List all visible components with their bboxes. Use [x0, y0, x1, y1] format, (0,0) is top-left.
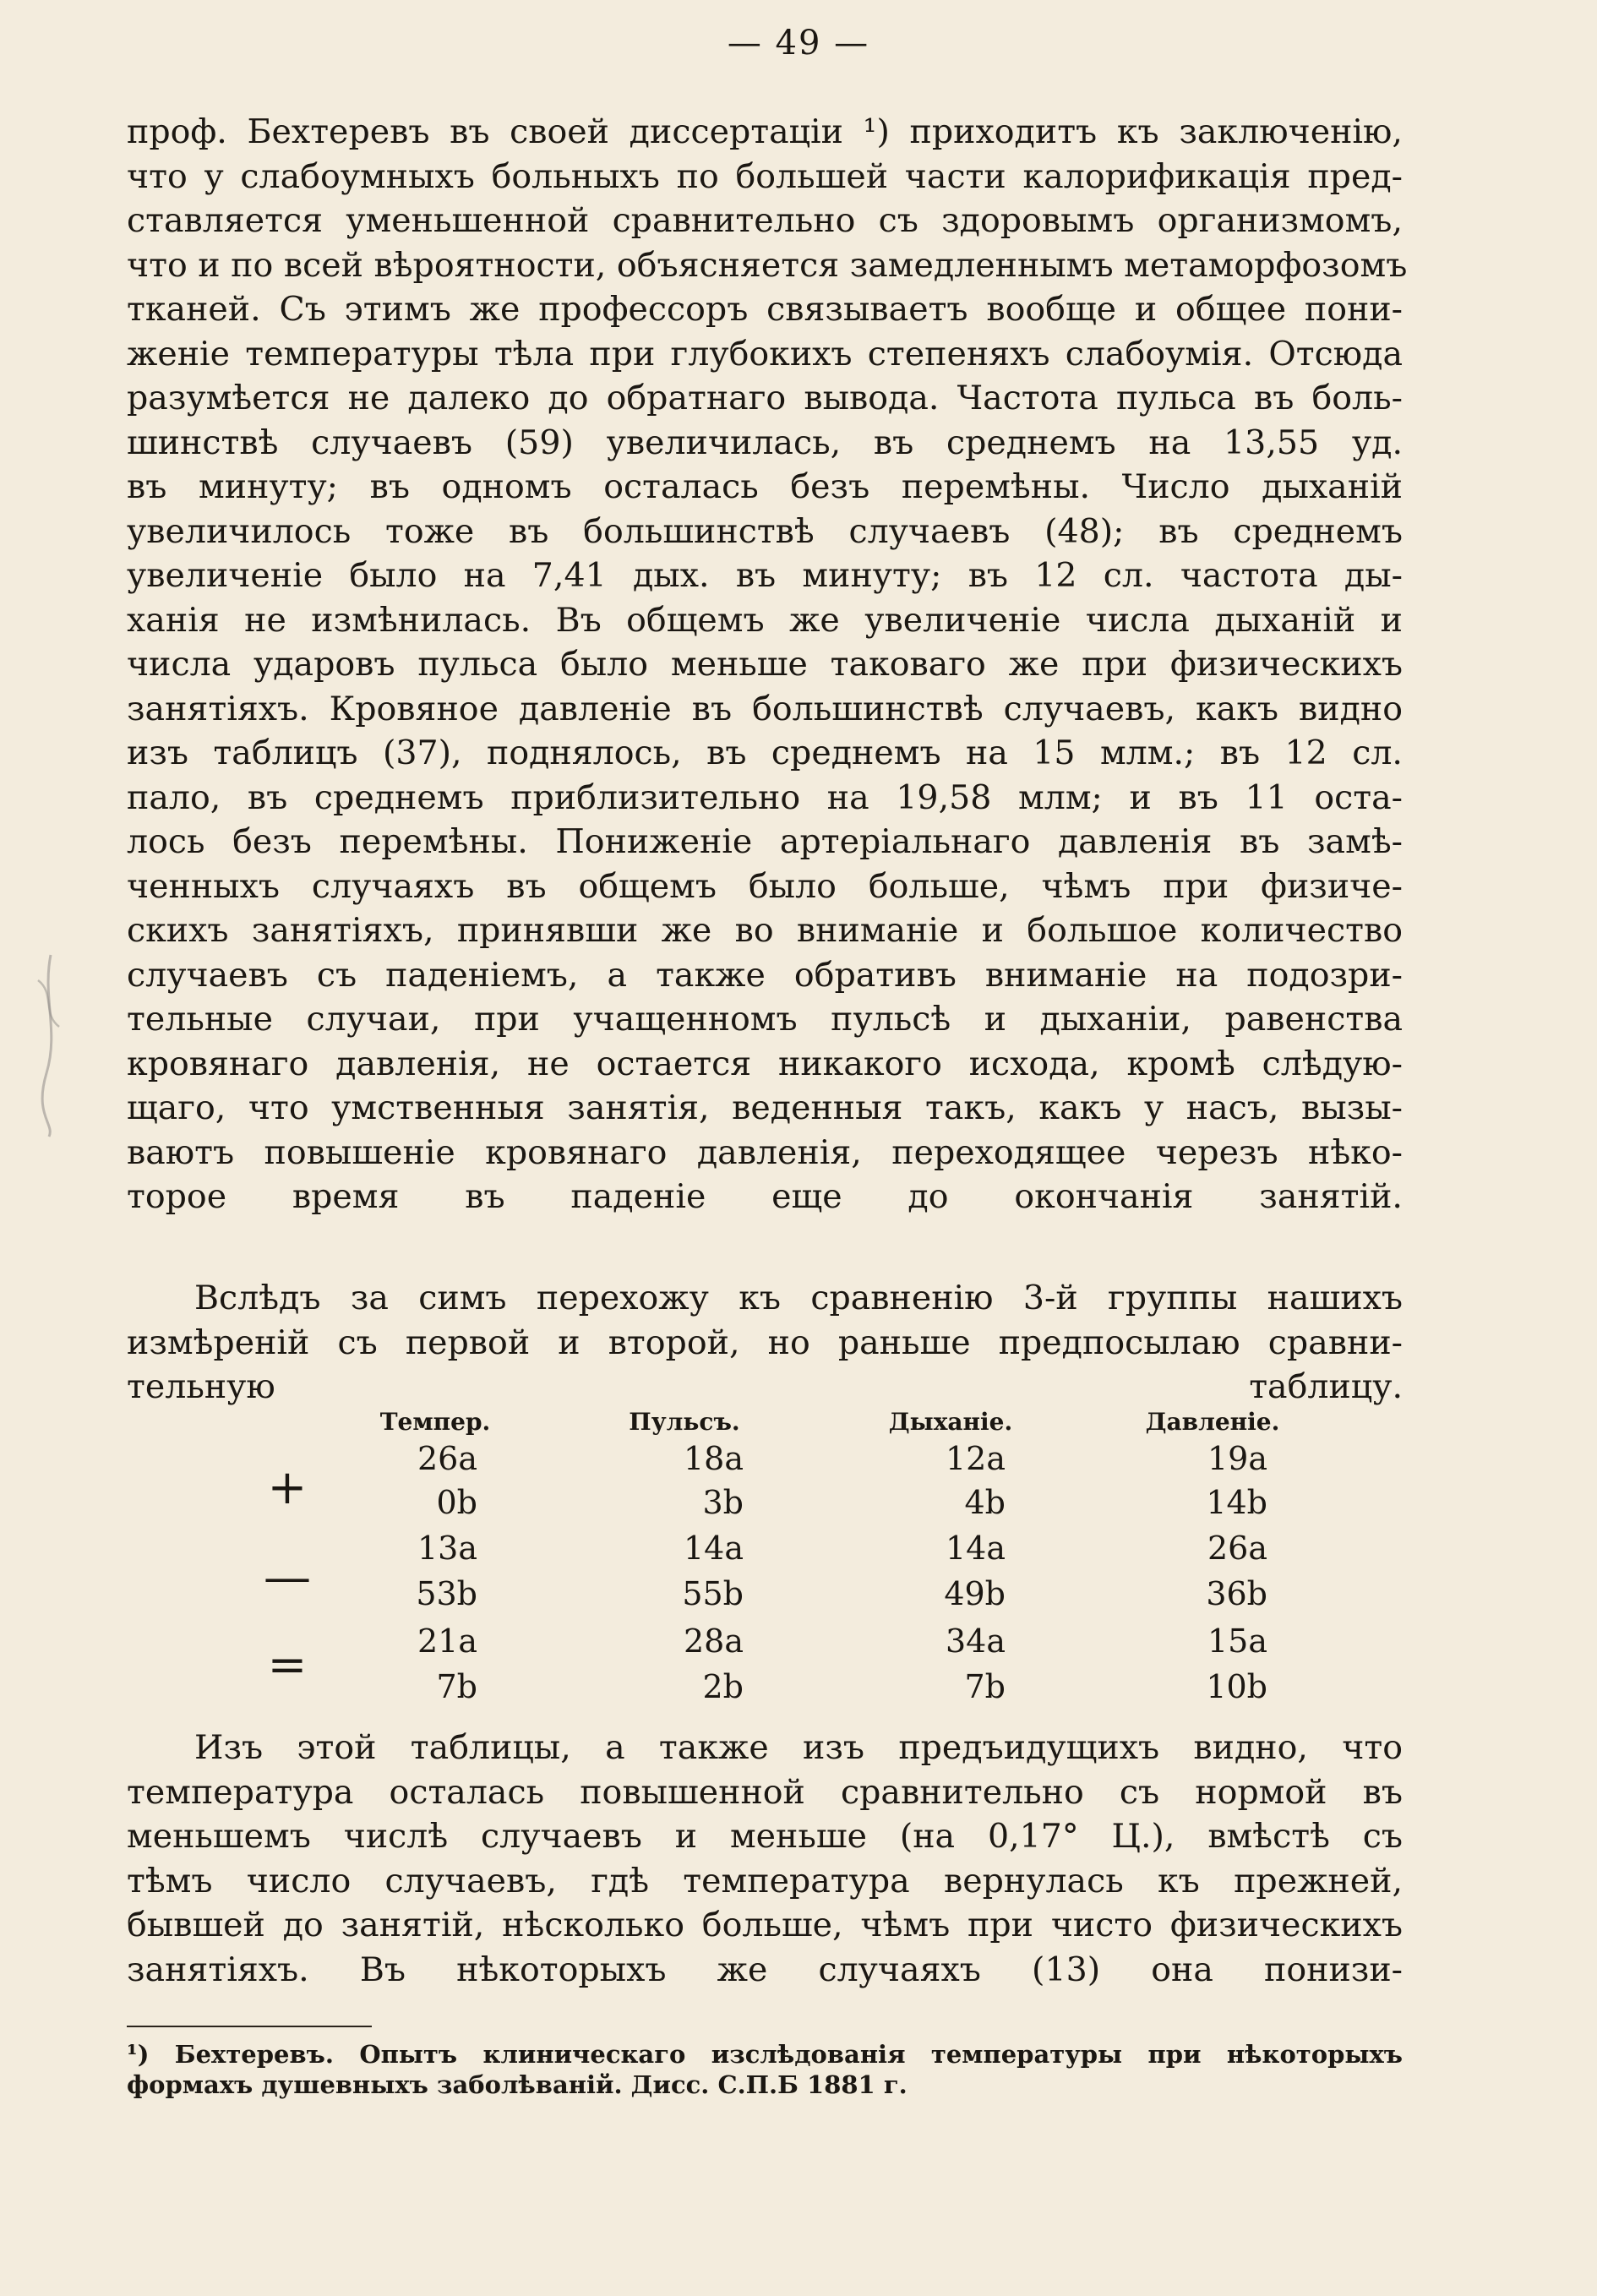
text-line: числа ударовъ пульса было меньше таковаго же при физическихъ — [127, 645, 1403, 684]
table-cell: 55b — [682, 1575, 744, 1612]
table-header-respiration: Дыханіе. — [888, 1408, 1013, 1436]
paragraph-1 — [127, 110, 1408, 1219]
table-cell: 26a — [417, 1440, 477, 1477]
table-cell: 4b — [964, 1484, 1006, 1521]
text-line: занятіяхъ. Кровяное давленіе въ большинствѣ случаевъ, какъ видно — [127, 689, 1403, 728]
table-cell: 12a — [945, 1440, 1006, 1477]
text-line: шинствѣ случаевъ (59) увеличилась, въ среднемъ на 13,55 уд. — [127, 423, 1403, 462]
text-line: что у слабоумныхъ больныхъ по большей части калорификація пред- — [127, 156, 1403, 196]
table-cell: 13a — [417, 1530, 477, 1567]
table-header-temperature: Темпер. — [379, 1408, 491, 1436]
text-line: что и по всей вѣроятности, объясняется замедленнымъ метаморфозомъ — [127, 245, 1408, 285]
text-line: разумѣется не далеко до обратнаго вывода. Частота пульса въ боль- — [127, 379, 1403, 417]
table-cell: 53b — [416, 1575, 477, 1612]
table-cell: 28a — [683, 1622, 744, 1660]
table-cell: 26a — [1207, 1530, 1267, 1567]
table-cell: 7b — [436, 1668, 477, 1705]
text-line: скихъ занятіяхъ, принявши же во вниманіе и большое количество — [127, 911, 1403, 950]
text-line: лось безъ перемѣны. Пониженіе артеріальнаго давленія въ замѣ- — [127, 822, 1403, 861]
table-cell: 2b — [702, 1668, 744, 1705]
text-line: занятіяхъ. Въ нѣкоторыхъ же случаяхъ (13) она понизи- — [127, 1950, 1403, 1989]
table-cell: 10b — [1206, 1668, 1267, 1705]
table-sign-minus: — — [264, 1550, 311, 1605]
text-line: меньшемъ числѣ случаевъ и меньше (на 0,17° Ц.), вмѣстѣ съ — [127, 1817, 1403, 1856]
table-cell: 34a — [945, 1622, 1006, 1660]
text-line: Вслѣдъ за симъ перехожу къ сравненію 3-й группы нашихъ — [194, 1279, 1403, 1317]
table-cell: 14a — [683, 1530, 744, 1567]
text-line: кровянаго давленія, не остается никакого исхода, кромѣ слѣдую- — [127, 1044, 1403, 1083]
text-line: тельную таблицу. — [127, 1367, 1403, 1406]
table-cell: 15a — [1207, 1622, 1267, 1660]
table-header-pressure: Давленіе. — [1145, 1408, 1280, 1436]
text-line: тельные случаи, при учащенномъ пульсѣ и дыханіи, равенства — [127, 1000, 1403, 1039]
table-cell: 19a — [1207, 1440, 1267, 1477]
text-line: измѣреній съ первой и второй, но раньше предпосылаю сравни- — [127, 1323, 1403, 1362]
table-sign-equal: = — [267, 1638, 308, 1693]
table-cell: 14b — [1206, 1484, 1267, 1521]
text-line: торое время въ паденіе еще до окончанія занятій. — [127, 1177, 1403, 1216]
table-cell: 3b — [702, 1484, 744, 1521]
text-line: тканей. Съ этимъ же профессоръ связываетъ вообще и общее пони- — [127, 290, 1403, 329]
table-cell: 7b — [964, 1668, 1006, 1705]
paragraph-3 — [127, 1726, 1403, 1992]
text-line: тѣмъ число случаевъ, гдѣ температура вернулась къ прежней, — [127, 1861, 1403, 1901]
text-line: Изъ этой таблицы, а также изъ предъидущихъ видно, что — [194, 1728, 1403, 1767]
table-cell: 0b — [436, 1484, 477, 1521]
paragraph-2 — [127, 1276, 1403, 1410]
text-line: ставляется уменьшенной сравнительно съ здоровымъ организмомъ, — [127, 201, 1403, 240]
page-number: — 49 — — [727, 24, 870, 63]
text-line: температура осталась повышенной сравнительно съ нормой въ — [127, 1772, 1403, 1812]
text-line: пало, въ среднемъ приблизительно на 19,58 млм; и въ 11 оста- — [127, 777, 1403, 817]
text-line: изъ таблицъ (37), поднялось, въ среднемъ на 15 млм.; въ 12 сл. — [127, 734, 1403, 772]
footnote-separator — [127, 2026, 372, 2027]
text-line: увеличилось тоже въ большинствѣ случаевъ (48); въ среднемъ — [127, 511, 1403, 551]
text-line: ваютъ повышеніе кровянаго давленія, переходящее черезъ нѣко- — [127, 1132, 1403, 1172]
text-line: проф. Бехтеревъ въ своей диссертаціи ¹) приходитъ къ заключенію, — [127, 112, 1403, 151]
text-line: увеличеніе было на 7,41 дых. въ минуту; въ 12 сл. частота ды- — [127, 556, 1403, 595]
text-line: ханія не измѣнилась. Въ общемъ же увеличеніе числа дыханій и — [127, 600, 1403, 640]
margin-pencil-mark — [25, 946, 76, 1141]
table-cell: 14a — [945, 1530, 1006, 1567]
table-cell: 36b — [1206, 1575, 1267, 1612]
comparison-table — [127, 1408, 1403, 1719]
text-line: въ минуту; въ одномъ осталась безъ перемѣны. Число дыханій — [127, 467, 1403, 506]
text-line: женіе температуры тѣла при глубокихъ степеняхъ слабоумія. Отсюда — [127, 334, 1403, 374]
table-cell: 18a — [683, 1440, 744, 1477]
footnote: ¹) Бехтеревъ. Опытъ клиническаго изслѣдованія температуры при нѣкоторыхъ формахъ душевныхъ заболѣваній. Дисс. С.П.Б 1881 г. — [127, 2040, 1403, 2099]
text-line: ченныхъ случаяхъ въ общемъ было больше, чѣмъ при физиче- — [127, 866, 1403, 906]
table-sign-plus: + — [267, 1460, 308, 1515]
text-line: случаевъ съ паденіемъ, а также обративъ вниманіе на подозри- — [127, 955, 1403, 995]
text-line: щаго, что умственныя занятія, веденныя такъ, какъ у насъ, вызы- — [127, 1088, 1403, 1127]
text-line: бывшей до занятій, нѣсколько больше, чѣмъ при чисто физическихъ — [127, 1906, 1403, 1944]
table-cell: 21a — [417, 1622, 477, 1660]
table-cell: 49b — [944, 1575, 1006, 1612]
table-header-pulse: Пульсъ. — [629, 1408, 740, 1436]
